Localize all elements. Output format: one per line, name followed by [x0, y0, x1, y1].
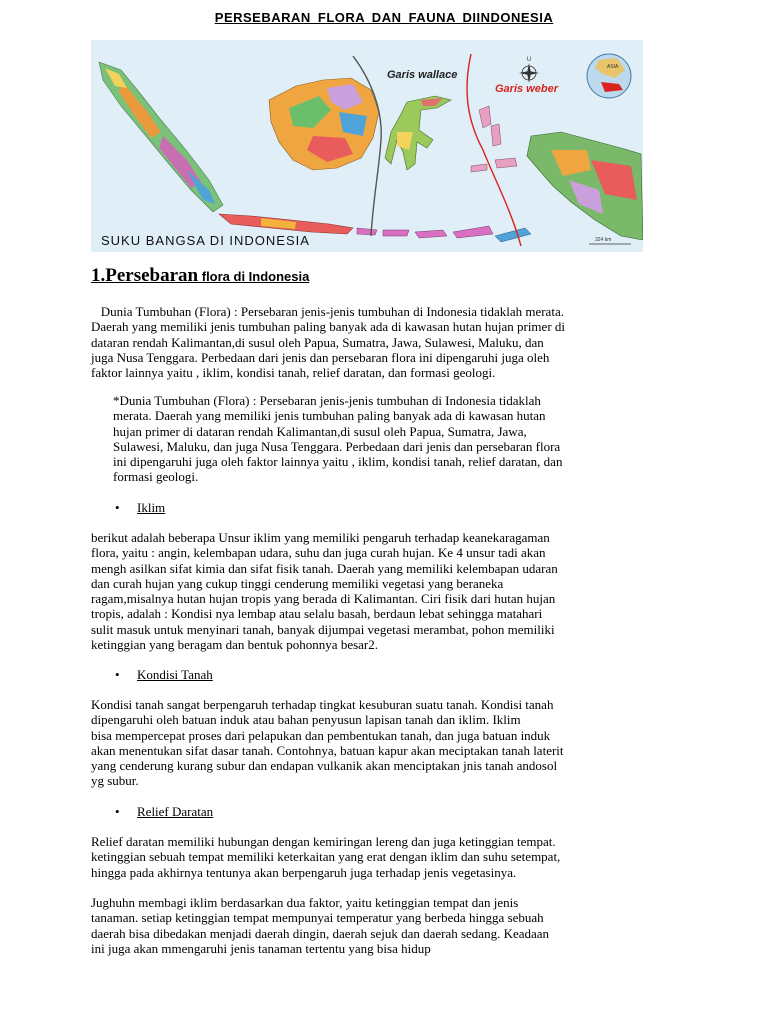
svg-text:U: U [526, 57, 532, 63]
text-line: juga Nusa Tenggara. Perbedaan dari jenis dan persebaran flora ini dipengaruhi juga oleh [91, 349, 550, 365]
asia-inset-globe [587, 54, 631, 98]
wallace-label: Garis wallace [387, 69, 458, 81]
paragraph-iklim [91, 530, 651, 652]
text-line: formasi geologi. [113, 469, 199, 485]
text-line: mengh asilkan sifat kimia dan sifat fisik tanah. Daerah yang memiliki kelembapan udaran [91, 560, 558, 576]
text-line: merata. Daerah yang memiliki jenis tumbuhan paling banyak ada di kawasan hutan [113, 408, 546, 424]
text-line: sulit masuk untuk menyinari tanah, banyak dijumpai vegetasi merambat, pohon memiliki [91, 621, 555, 637]
paragraph-kondisi-tanah [91, 697, 651, 789]
indonesia-map [91, 40, 643, 252]
bullet-label: Relief Daratan [137, 804, 214, 819]
weber-label: Garis weber [495, 83, 558, 95]
bullet-kondisi-tanah [115, 667, 213, 683]
text-line: dataran rendah Kalimantan,di susul oleh Papua, Sumatra, Jawa, Sulawesi, Maluku, dan [91, 334, 544, 350]
text-line: ini dipengaruhi juga oleh faktor lainnya yaitu , iklim, kondisi tanah, relief daratan, dan [113, 454, 563, 470]
text-line: Daerah yang memiliki jenis tumbuhan paling banyak ada di kawasan hutan hujan primer di [91, 319, 566, 335]
text-line: faktor lainnya yaitu , iklim, kondisi tanah, relief daratan, dan formasi geologi. [91, 365, 496, 381]
text-line: Relief daratan memiliki hubungan dengan kemiringan lereng dan juga ketinggian tempat. [91, 834, 556, 849]
section-rest: flora di Indonesia [198, 269, 310, 284]
text-line: tanaman. setiap ketinggian tempat mempunyai temperatur yang berbeda hingga sebuah [91, 910, 544, 926]
scale-label: 324 km [595, 237, 612, 243]
text-line: ragam,misalnya hutan hujan tropis yang berada di Kalimantan. Ciri fisik dari hutan hujan [91, 591, 556, 607]
text-line: hingga pada akhirnya tentunya akan berpengaruh juga terhadap jenis vegetasinya. [91, 864, 517, 880]
text-line: hujan primer di dataran rendah Kalimantan,di susul oleh Papua, Sumatra, Jawa, [113, 423, 527, 439]
text-line: ini juga akan mmengaruhi jenis tanaman tertentu yang bisa hidup [91, 940, 431, 956]
section-heading-flora [91, 265, 309, 287]
text-line: flora, yaitu : angin, kelembapan udara, suhu dan juga curah hujan. Ke 4 unsur tadi akan [91, 545, 546, 561]
bullet-dot: • [115, 804, 120, 819]
text-line: dan curah hujan yang cukup tinggi cenderung memiliki vegetasi yang beraneka [91, 575, 504, 591]
map-caption: SUKU BANGSA DI INDONESIA [101, 233, 310, 248]
text-line: akan menentukan sifat dasar tanah. Contohnya, batuan kapur akan meciptakan tanah laterit [91, 742, 564, 758]
text-line: ketinggian sebuah tempat memiliki keterkaitan yang erat dengan iklim dan suhu setempat, [91, 849, 561, 865]
text-line: berikut adalah beberapa Unsur iklim yang memiliki pengaruh terhadap keanekaragaman [91, 530, 550, 545]
paragraph-jughuhn [91, 895, 651, 956]
text-line: bisa mempercepat proses dari pelapukan dan pembentukan tanah, dan juga batuan induk [91, 727, 551, 743]
text-line: tropis, adalah : Kondisi nya lembap atau selalu basah, berdaun lebat sehingga matahari [91, 606, 543, 622]
text-line: Kondisi tanah sangat berpengaruh terhadap tingkat kesuburan suatu tanah. Kondisi tanah [91, 697, 554, 712]
inset-label: ASIA [607, 64, 619, 70]
bullet-label: Iklim [137, 500, 166, 515]
section-word: Persebaran [105, 265, 199, 286]
text-line: Dunia Tumbuhan (Flora) : Persebaran jenis-jenis tumbuhan di Indonesia tidaklah merata. [91, 304, 564, 319]
text-line: ketinggian yang beragam dan bentuk pohonnya besar2. [91, 637, 378, 653]
text-line: Sulawesi, Maluku, dan juga Nusa Tenggara. Perbedaan dari jenis dan persebaran flora [113, 438, 561, 454]
bullet-dot: • [115, 500, 120, 515]
text-line: yang cenderung kurang subur dan endapan vulkanik akan menciptakan jnis tanah andosol [91, 758, 558, 774]
paragraph-flora-indented [113, 393, 643, 485]
page-title: PERSEBARAN FLORA DAN FAUNA DIINDONESIA [214, 10, 554, 25]
text-line: *Dunia Tumbuhan (Flora) : Persebaran jenis-jenis tumbuhan di Indonesia tidaklah [113, 393, 541, 408]
text-line: dipengaruhi oleh batuan induk atau bahan penyusun lapisan tanah dan iklim. Iklim [91, 712, 521, 728]
bullet-relief-daratan [115, 804, 213, 820]
bullet-label: Kondisi Tanah [137, 667, 213, 682]
bullet-dot: • [115, 667, 120, 682]
paragraph-flora-intro [91, 304, 651, 380]
bullet-iklim [115, 500, 165, 516]
text-line: daerah bisa dibedakan menjadi daerah dingin, daerah sejuk dan daerah sedang. Keadaan [91, 925, 550, 941]
text-line: Jughuhn membagi iklim berdasarkan dua faktor, yaitu ketinggian tempat dan jenis [91, 895, 519, 910]
text-line: yg subur. [91, 773, 139, 789]
section-number: 1. [91, 265, 106, 286]
paragraph-relief-daratan [91, 834, 651, 880]
